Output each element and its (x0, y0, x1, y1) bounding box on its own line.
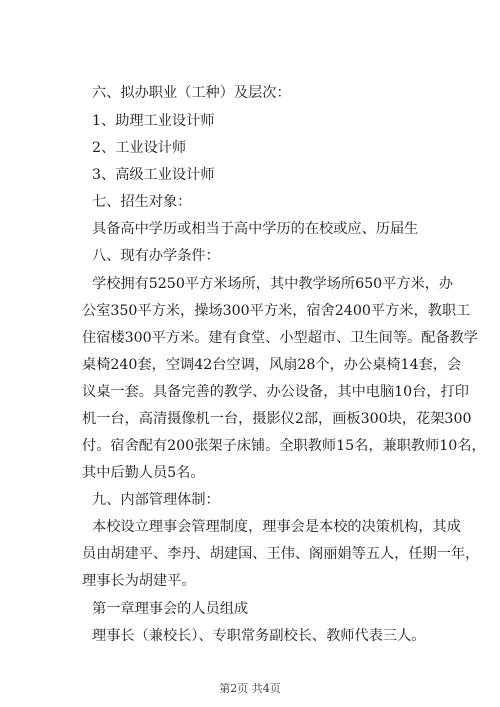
facilities-line: 议桌一套。具备完善的教学、办公设备，其中电脑10台，打印 (82, 384, 469, 400)
facilities-line: 其中后勤人员5名。 (82, 465, 205, 481)
facilities-line: 桌椅240套，空调42台空调，风扇28个，办公桌椅14套，会 (82, 357, 462, 373)
board-line: 理事长为胡建平。 (82, 573, 196, 589)
facilities-line: 学校拥有5250平方米场所，其中教学场所650平方米，办 (92, 276, 454, 292)
occupation-item-3: 3、高级工业设计师 (92, 167, 215, 183)
board-line: 员由胡建平、李丹、胡建国、王伟、阁丽娟等五人，任期一年， (82, 546, 480, 562)
facilities-line: 公室350平方米，操场300平方米，宿舍2400平方米，教职工 (82, 303, 471, 319)
board-members-text: 理事长（兼校长）、专职常务副校长、教师代表三人。 (92, 628, 426, 644)
section-heading-enrollment: 七、招生对象： (92, 194, 192, 210)
occupation-item-2: 2、工业设计师 (92, 140, 187, 156)
board-line: 本校设立理事会管理制度，理事会是本校的决策机构，其成 (92, 519, 461, 535)
section-heading-facilities: 八、现有办学条件： (92, 248, 220, 264)
facilities-line: 付。宿舍配有200张架子床铺。全职教师15名，兼职教师10名， (82, 438, 486, 454)
facilities-line: 住宿楼300平方米。建有食堂、小型超市、卫生间等。配备教学 (82, 330, 478, 346)
page-footer: 第2页 共4页 (219, 682, 281, 695)
enrollment-target-text: 具备高中学历或相当于高中学历的在校或应、历届生 (92, 221, 419, 237)
occupation-item-1: 1、助理工业设计师 (92, 113, 215, 129)
facilities-line: 机一台，高清摄像机一台，摄影仪2部，画板300块，花架300 (82, 411, 472, 427)
section-heading-management: 九、内部管理体制： (92, 492, 220, 508)
chapter-heading: 第一章理事会的人员组成 (92, 601, 249, 617)
section-heading-occupation: 六、拟办职业（工种）及层次： (92, 85, 291, 101)
